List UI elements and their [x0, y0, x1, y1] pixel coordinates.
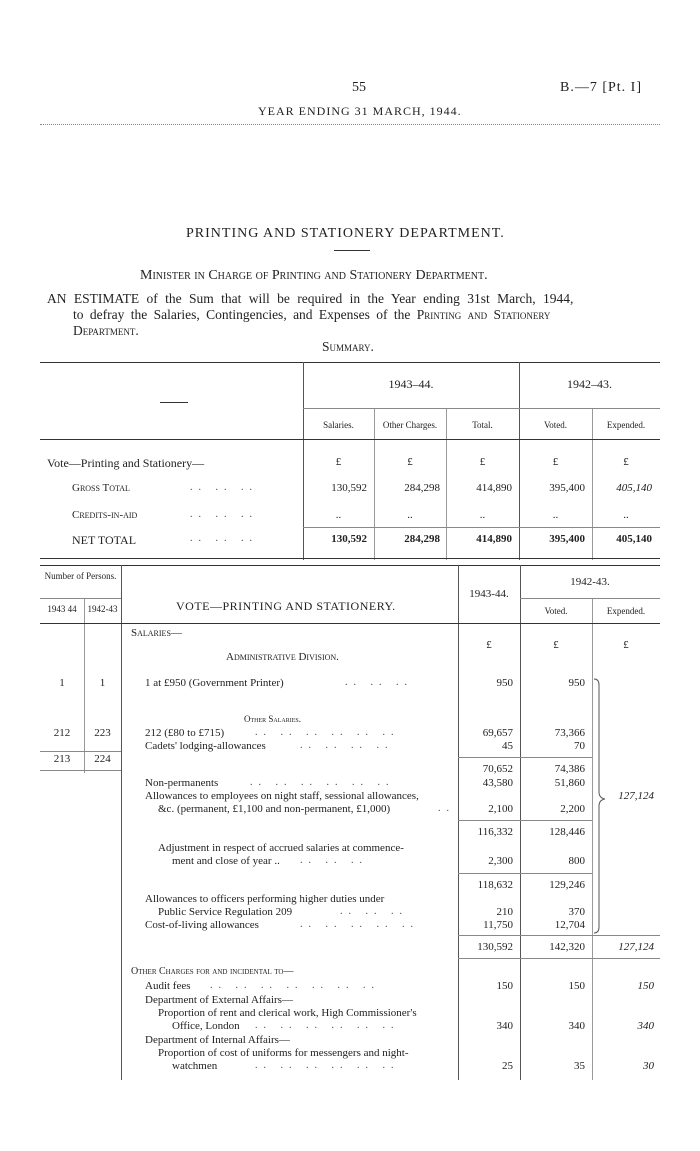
detail-col-1942-43: 1942-43.	[570, 576, 610, 588]
admin-leader: .. .. ..	[345, 677, 413, 688]
summary-gross-other: 284,298	[404, 482, 440, 494]
detail-persons-rule	[40, 598, 121, 599]
int-sub-1: Proportion of cost of uniforms for messengers and night-	[158, 1047, 409, 1059]
page-number: 55	[352, 80, 366, 95]
minister-line: Minister in Charge of Printing and Stationery Department.	[140, 268, 488, 283]
summary-net-total: 414,890	[476, 533, 512, 545]
detail-salaries-label: Salaries—	[131, 627, 182, 639]
department-title: PRINTING AND STATIONERY DEPARTMENT.	[186, 226, 505, 241]
ext-amount-voted: 340	[568, 1020, 585, 1032]
os-persons-1942: 223	[94, 727, 111, 739]
allow-text-2: &c. (permanent, £1,100 and non-permanent, £1,000)	[158, 803, 391, 815]
cadets-amount-1943: 45	[502, 740, 513, 752]
summary-currency-expended: £	[623, 456, 629, 468]
os-persons-1943: 212	[53, 727, 71, 739]
summary-net-other: 284,298	[404, 533, 440, 545]
estimate-line-2	[73, 307, 550, 323]
detail-top-rule	[40, 565, 660, 566]
total-persons-1942: 224	[94, 753, 111, 765]
year-line: YEAR ENDING 31 MARCH, 1944.	[258, 104, 462, 118]
summary-net-rule	[303, 527, 660, 528]
title-rule	[334, 250, 370, 251]
ext-amount-expended: 340	[637, 1020, 654, 1032]
summary-credits-total: ..	[479, 509, 486, 521]
document-reference: B.—7 [Pt. I]	[560, 80, 642, 95]
expended-bracket	[592, 677, 608, 937]
estimate-line-1: AN ESTIMATE of the Sum that will be required in the Year ending 31st March, 1944,	[47, 291, 574, 306]
summary-currency-salaries: £	[335, 456, 342, 468]
detail-other-salaries: Other Salaries.	[244, 714, 302, 724]
higher-amount-1943: 210	[496, 906, 513, 918]
summary-top-rule	[40, 362, 660, 363]
higher-text-2: Public Service Regulation 209	[158, 906, 293, 918]
detail-col-1943-44: 1943-44.	[469, 588, 509, 600]
os-leader: .. .. .. .. .. ..	[255, 727, 400, 738]
summary-credits-voted: ..	[552, 509, 559, 521]
admin-amount-1943: 950	[496, 677, 513, 689]
summary-row-net-label: NET TOTAL	[72, 533, 137, 547]
total-persons-1943: 213	[53, 753, 71, 765]
int-amount-voted: 35	[574, 1060, 585, 1072]
summary-row-credits-label: Credits-in-aid	[72, 509, 138, 521]
int-amount-expended: 30	[643, 1060, 654, 1072]
detail-col-expended: Expended.	[606, 606, 646, 616]
detail-persons-1942: 1942-43	[87, 604, 118, 614]
adj-amount-1943: 2,300	[488, 855, 513, 867]
nonperm-leader: .. .. .. .. .. ..	[250, 777, 395, 788]
sub2-amount-1943: 116,332	[477, 826, 513, 838]
detail-year-group-rule	[520, 598, 660, 599]
int-sub-2: watchmen	[172, 1060, 218, 1072]
detail-persons-1943: 1943 44	[47, 604, 77, 614]
col-text: Cost-of-living allowances	[145, 919, 259, 931]
sal-total-rule	[458, 935, 660, 936]
adj-text-1: Adjustment in respect of accrued salaries at commence-	[158, 842, 404, 854]
sal-total-bottom-rule	[458, 958, 660, 959]
sal-total-1943: 130,592	[477, 941, 513, 953]
ext-leader: .. .. .. .. .. ..	[255, 1020, 400, 1031]
sub1-amount-voted: 74,386	[554, 763, 585, 775]
allow-amount-voted: 2,200	[560, 803, 585, 815]
detail-col-voted: Voted.	[544, 606, 568, 616]
cadets-amount-voted: 70	[574, 740, 585, 752]
summary-bottom-rule	[40, 558, 660, 559]
detail-currency-e: £	[623, 639, 629, 651]
detail-persons-header-text: Number of Persons.	[44, 571, 117, 581]
sub1-rule	[458, 757, 592, 758]
os-amount-voted: 73,366	[554, 727, 585, 739]
detail-vline-persons-right	[121, 565, 122, 1080]
admin-persons-1942: 1	[99, 677, 106, 689]
admin-persons-1943: 1	[59, 677, 65, 689]
persons-total-bottom-rule	[40, 770, 121, 771]
ext-sub-2: Office, London	[172, 1020, 240, 1032]
ext-text: Department of External Affairs—	[145, 994, 293, 1006]
admin-amount-voted: 950	[568, 677, 585, 689]
summary-currency-total: £	[479, 456, 486, 468]
detail-header-rule	[40, 623, 660, 624]
summary-gross-voted: 395,400	[549, 482, 585, 494]
detail-persons-header	[40, 571, 121, 581]
cadets-text: Cadets' lodging-allowances	[145, 740, 266, 752]
detail-currency-a: £	[486, 639, 492, 651]
summary-header-rule	[40, 439, 660, 440]
summary-col-salaries: Salaries.	[323, 420, 354, 430]
audit-amount-voted: 150	[568, 980, 585, 992]
nonperm-amount-1943: 43,580	[482, 777, 513, 789]
summary-net-voted: 395,400	[549, 533, 585, 545]
os-text: 212 (£80 to £715)	[145, 727, 225, 739]
higher-amount-voted: 370	[568, 906, 585, 918]
sub3-amount-1943: 118,632	[477, 879, 513, 891]
os-amount-1943: 69,657	[482, 727, 513, 739]
higher-text-1: Allowances to officers performing higher duties under	[145, 893, 385, 905]
summary-col-voted: Voted.	[543, 420, 568, 430]
summary-gross-expended: 405,140	[616, 482, 652, 494]
summary-net-expended: 405,140	[616, 533, 652, 545]
summary-row-net-leader: .. .. ..	[190, 533, 258, 544]
summary-gross-total: 414,890	[476, 482, 512, 494]
summary-col-1943: 1943–44.	[388, 377, 434, 391]
summary-row-gross-label: Gross Total	[72, 482, 130, 494]
col-amount-1943: 11,750	[483, 919, 513, 931]
audit-leader: .. .. .. .. .. .. ..	[210, 980, 380, 991]
summary-col-total: Total.	[472, 420, 493, 430]
summary-col-1942: 1942–43.	[567, 377, 612, 391]
summary-col-expended: Expended.	[606, 420, 646, 430]
adj-amount-voted: 800	[568, 855, 585, 867]
higher-leader: .. .. ..	[340, 906, 408, 917]
summary-credits-expended: ..	[623, 509, 629, 521]
summary-row-credits-leader: .. .. ..	[190, 509, 258, 520]
allow-text-1: Allowances to employees on night staff, sessional allowances,	[145, 790, 419, 802]
other-charges-label: Other Charges for and incidental to—	[131, 966, 294, 977]
sub2-amount-voted: 128,446	[549, 826, 585, 838]
ext-amount-1943: 340	[496, 1020, 513, 1032]
nonperm-amount-voted: 51,860	[554, 777, 585, 789]
estimate-line-2b: Printing and Stationery	[416, 307, 551, 322]
summary-dash	[160, 402, 188, 403]
sub1-amount-1943: 70,652	[482, 763, 513, 775]
audit-amount-1943: 150	[496, 980, 513, 992]
sub3-rule	[458, 873, 592, 874]
summary-heading: Summary.	[322, 339, 374, 354]
summary-group-rule	[303, 408, 660, 409]
header-rule	[40, 124, 660, 125]
detail-vote-title: VOTE—PRINTING AND STATIONERY.	[176, 599, 396, 613]
summary-currency-voted: £	[552, 456, 559, 468]
detail-currency-v: £	[553, 639, 559, 651]
nonperm-text: Non-permanents	[145, 777, 219, 789]
int-amount-1943: 25	[502, 1060, 513, 1072]
audit-amount-expended: 150	[637, 980, 654, 992]
detail-admin-division: Administrative Division.	[226, 651, 339, 663]
estimate-line-2a: to defray the Salaries, Contingencies, and Expenses of the	[73, 307, 411, 322]
audit-text: Audit fees	[145, 980, 191, 992]
cadets-leader: .. .. .. ..	[300, 740, 394, 751]
allow-amount-1943: 2,100	[488, 803, 513, 815]
sub2-rule	[458, 820, 592, 821]
sal-total-expended: 127,124	[618, 941, 654, 953]
summary-credits-other: ..	[407, 509, 413, 521]
col-amount-voted: 12,704	[554, 919, 585, 931]
summary-col-other: Other Charges.	[382, 420, 438, 430]
summary-gross-salaries: 130,592	[331, 482, 367, 494]
expended-bracket-amount: 127,124	[618, 790, 654, 802]
admin-text: 1 at £950 (Government Printer)	[145, 677, 284, 689]
allow-leader: ..	[438, 803, 455, 814]
summary-row-gross-leader: .. .. ..	[190, 482, 258, 493]
sub3-amount-voted: 129,246	[549, 879, 585, 891]
summary-net-salaries: 130,592	[331, 533, 367, 545]
ext-sub-1: Proportion of rent and clerical work, High Commissioner's	[158, 1007, 417, 1019]
sal-total-voted: 142,320	[549, 941, 585, 953]
estimate-line-3: Department.	[73, 323, 139, 338]
adj-text-2: ment and close of year ..	[172, 855, 280, 867]
summary-currency-other: £	[407, 456, 413, 468]
col-leader: .. .. .. .. ..	[300, 919, 419, 930]
summary-vote-label: Vote—Printing and Stationery—	[47, 456, 205, 470]
int-leader: .. .. .. .. .. ..	[255, 1060, 400, 1071]
summary-credits-salaries: ..	[335, 509, 342, 521]
int-text: Department of Internal Affairs—	[145, 1034, 290, 1046]
persons-total-rule	[40, 751, 121, 752]
adj-leader: .. .. ..	[300, 855, 368, 866]
